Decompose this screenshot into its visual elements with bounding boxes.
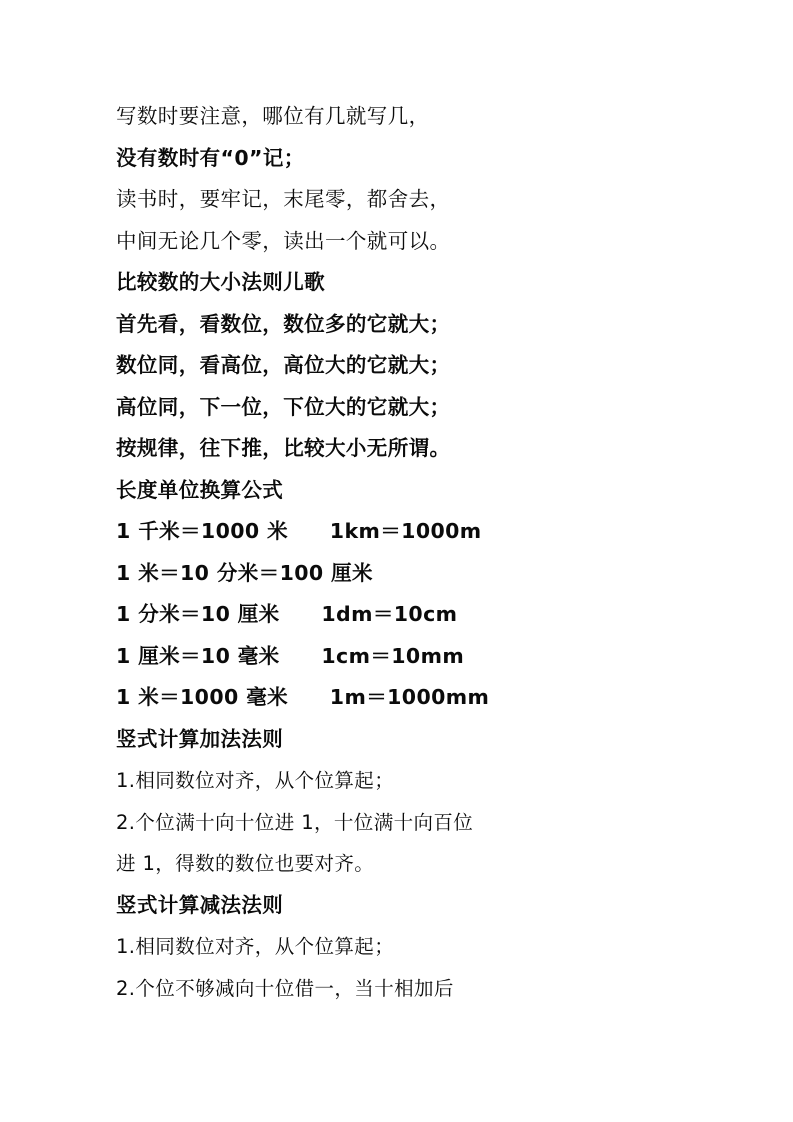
text-line: 2.个位满十向十位进 1，十位满十向百位 <box>116 810 474 834</box>
text-line: 1 厘米＝10 毫米 1cm＝10mm <box>116 643 465 668</box>
text-line: 1 米＝1000 毫米 1m＝1000mm <box>116 685 490 709</box>
text-line: 1.相同数位对齐，从个位算起； <box>116 935 395 958</box>
text-line: 按规律，往下推，比较大小无所谓。 <box>116 436 451 460</box>
text-line: 写数时要注意，哪位有几就写几， <box>116 104 430 128</box>
section-heading: 竖式计算加法法则 <box>116 726 284 751</box>
text-line: 1 千米＝1000 米 1km＝1000m <box>116 519 482 543</box>
text-line: 进 1，得数的数位也要对齐。 <box>116 852 375 875</box>
section-heading: 竖式计算减法法则 <box>116 892 284 917</box>
section-heading: 比较数的大小法则儿歌 <box>116 270 325 294</box>
text-line: 1 分米＝10 厘米 1dm＝10cm <box>116 602 458 626</box>
text-line: 首先看，看数位，数位多的它就大； <box>116 311 451 336</box>
text-line: 2.个位不够减向十位借一，当十相加后 <box>116 976 454 1000</box>
text-line: 1 米＝10 分米＝100 厘米 <box>116 560 373 585</box>
text-line: 没有数时有“0”记； <box>116 145 305 170</box>
document-text-body <box>116 96 689 1009</box>
text-line: 中间无论几个零，读出一个就可以。 <box>116 228 451 253</box>
text-line: 读书时，要牢记，末尾零，都舍去， <box>116 187 451 211</box>
text-line: 高位同，下一位，下位大的它就大； <box>116 394 451 419</box>
text-line: 1.相同数位对齐，从个位算起； <box>116 769 395 792</box>
text-line: 数位同，看高位，高位大的它就大； <box>116 353 451 377</box>
section-heading: 长度单位换算公式 <box>116 477 284 502</box>
